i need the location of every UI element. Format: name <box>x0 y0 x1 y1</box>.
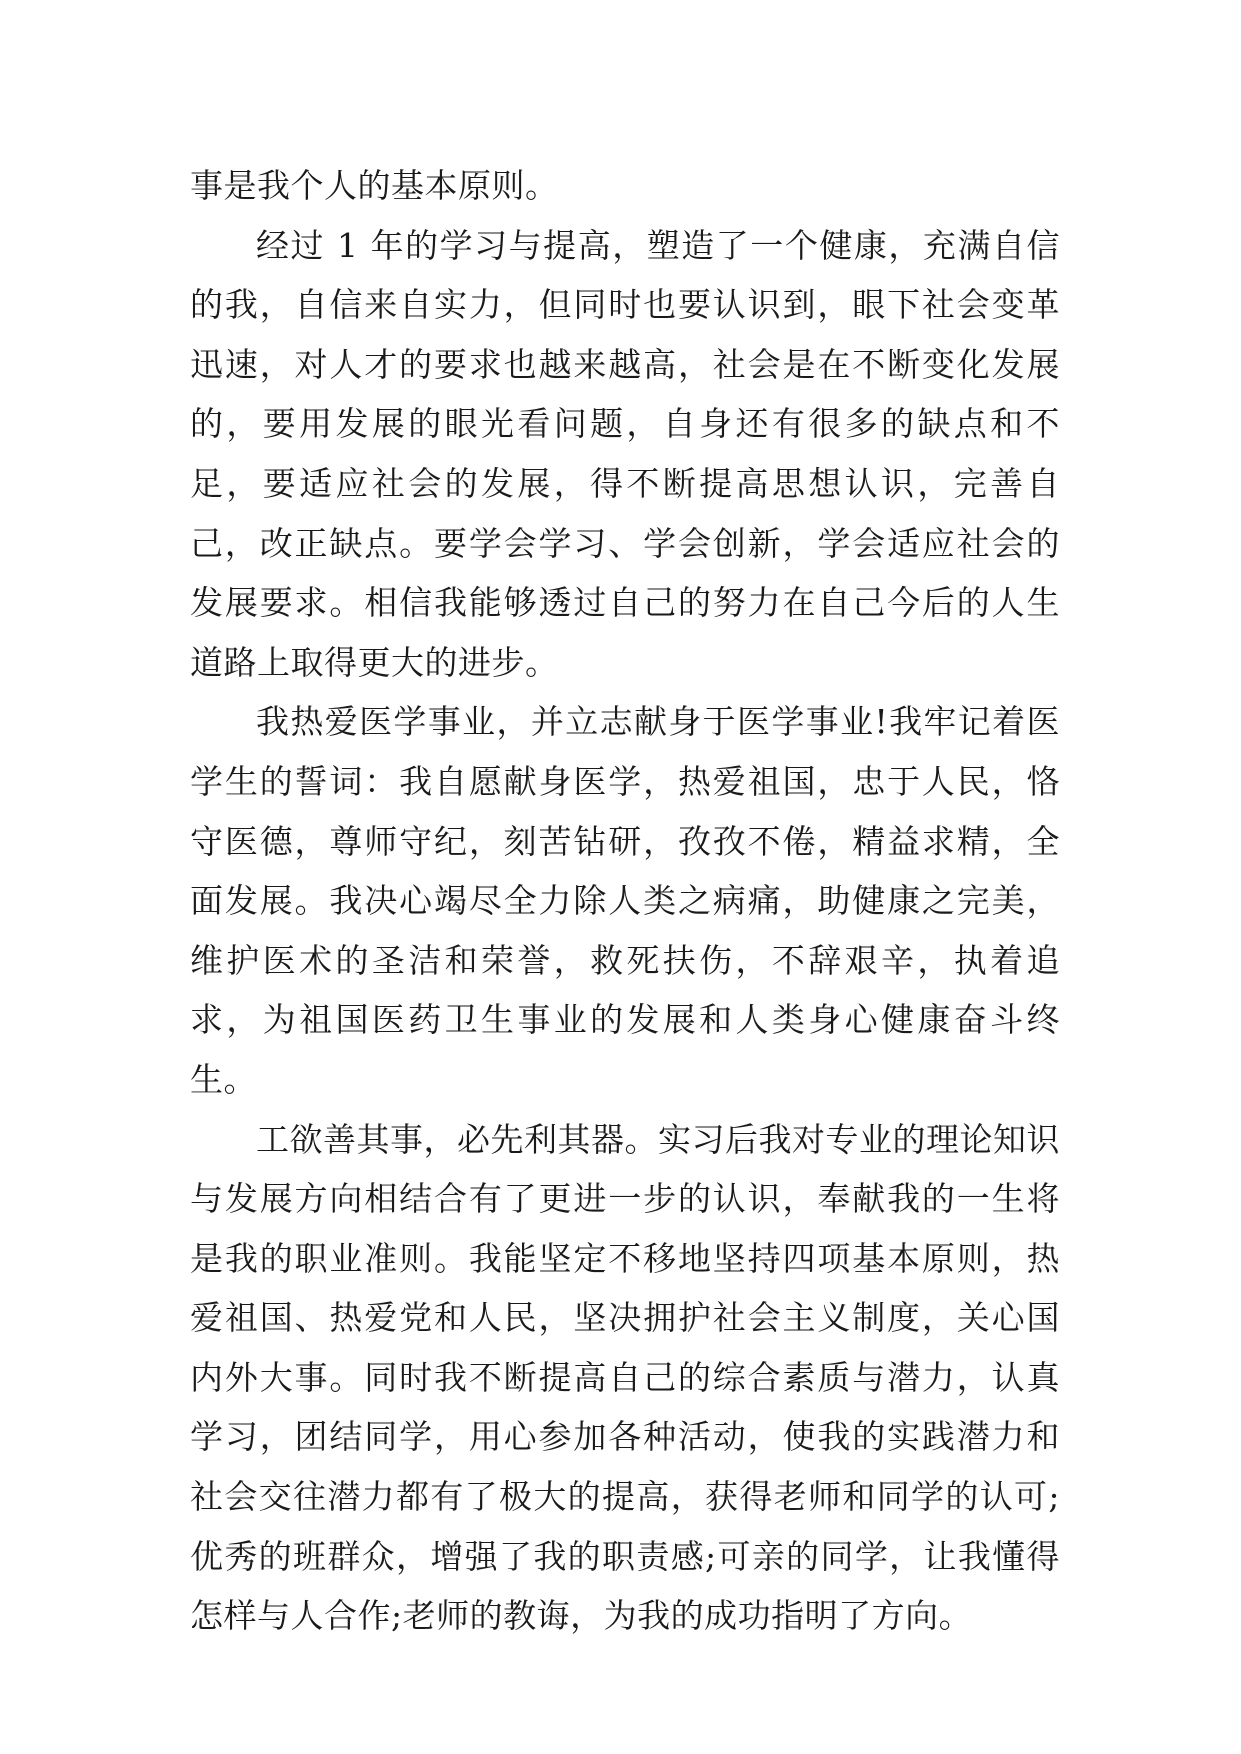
document-body <box>190 156 1060 1646</box>
paragraph-medical-oath: 我热爱医学事业，并立志献身于医学事业!我牢记着医学生的誓词：我自愿献身医学，热爱祖国，忠于人民，恪守医德，尊师守纪，刻苦钻研，孜孜不倦，精益求精，全面发展。我决心竭尽全力除人类之病痛，助健康之完美，维护医术的圣洁和荣誉，救死扶伤，不辞艰辛，执着追求，为祖国医药卫生事业的发展和人类身心健康奋斗终生。 <box>190 702 1060 1099</box>
paragraph-continuation: 事是我个人的基本原则。 <box>190 166 559 205</box>
paragraph-professional-principles: 工欲善其事，必先利其器。实习后我对专业的理论知识与发展方向相结合有了更进一步的认识，奉献我的一生将是我的职业准则。我能坚定不移地坚持四项基本原则，热爱祖国、热爱党和人民，坚决拥护社会主义制度，关心国内外大事。同时我不断提高自己的综合素质与潜力，认真学习，团结同学，用心参加各种活动，使我的实践潜力和社会交往潜力都有了极大的提高，获得老师和同学的认可;优秀的班群众，增强了我的职责感;可亲的同学，让我懂得怎样与人合作;老师的教诲，为我的成功指明了方向。 <box>190 1119 1060 1636</box>
paragraph-self-growth: 经过 1 年的学习与提高，塑造了一个健康，充满自信的我，自信来自实力，但同时也要认识到，眼下社会变革迅速，对人才的要求也越来越高，社会是在不断变化发展的，要用发展的眼光看问题，自身还有很多的缺点和不足，要适应社会的发展，得不断提高思想认识，完善自己，改正缺点。要学会学习、学会创新，学会适应社会的发展要求。相信我能够透过自己的努力在自己今后的人生道路上取得更大的进步。 <box>190 225 1060 682</box>
